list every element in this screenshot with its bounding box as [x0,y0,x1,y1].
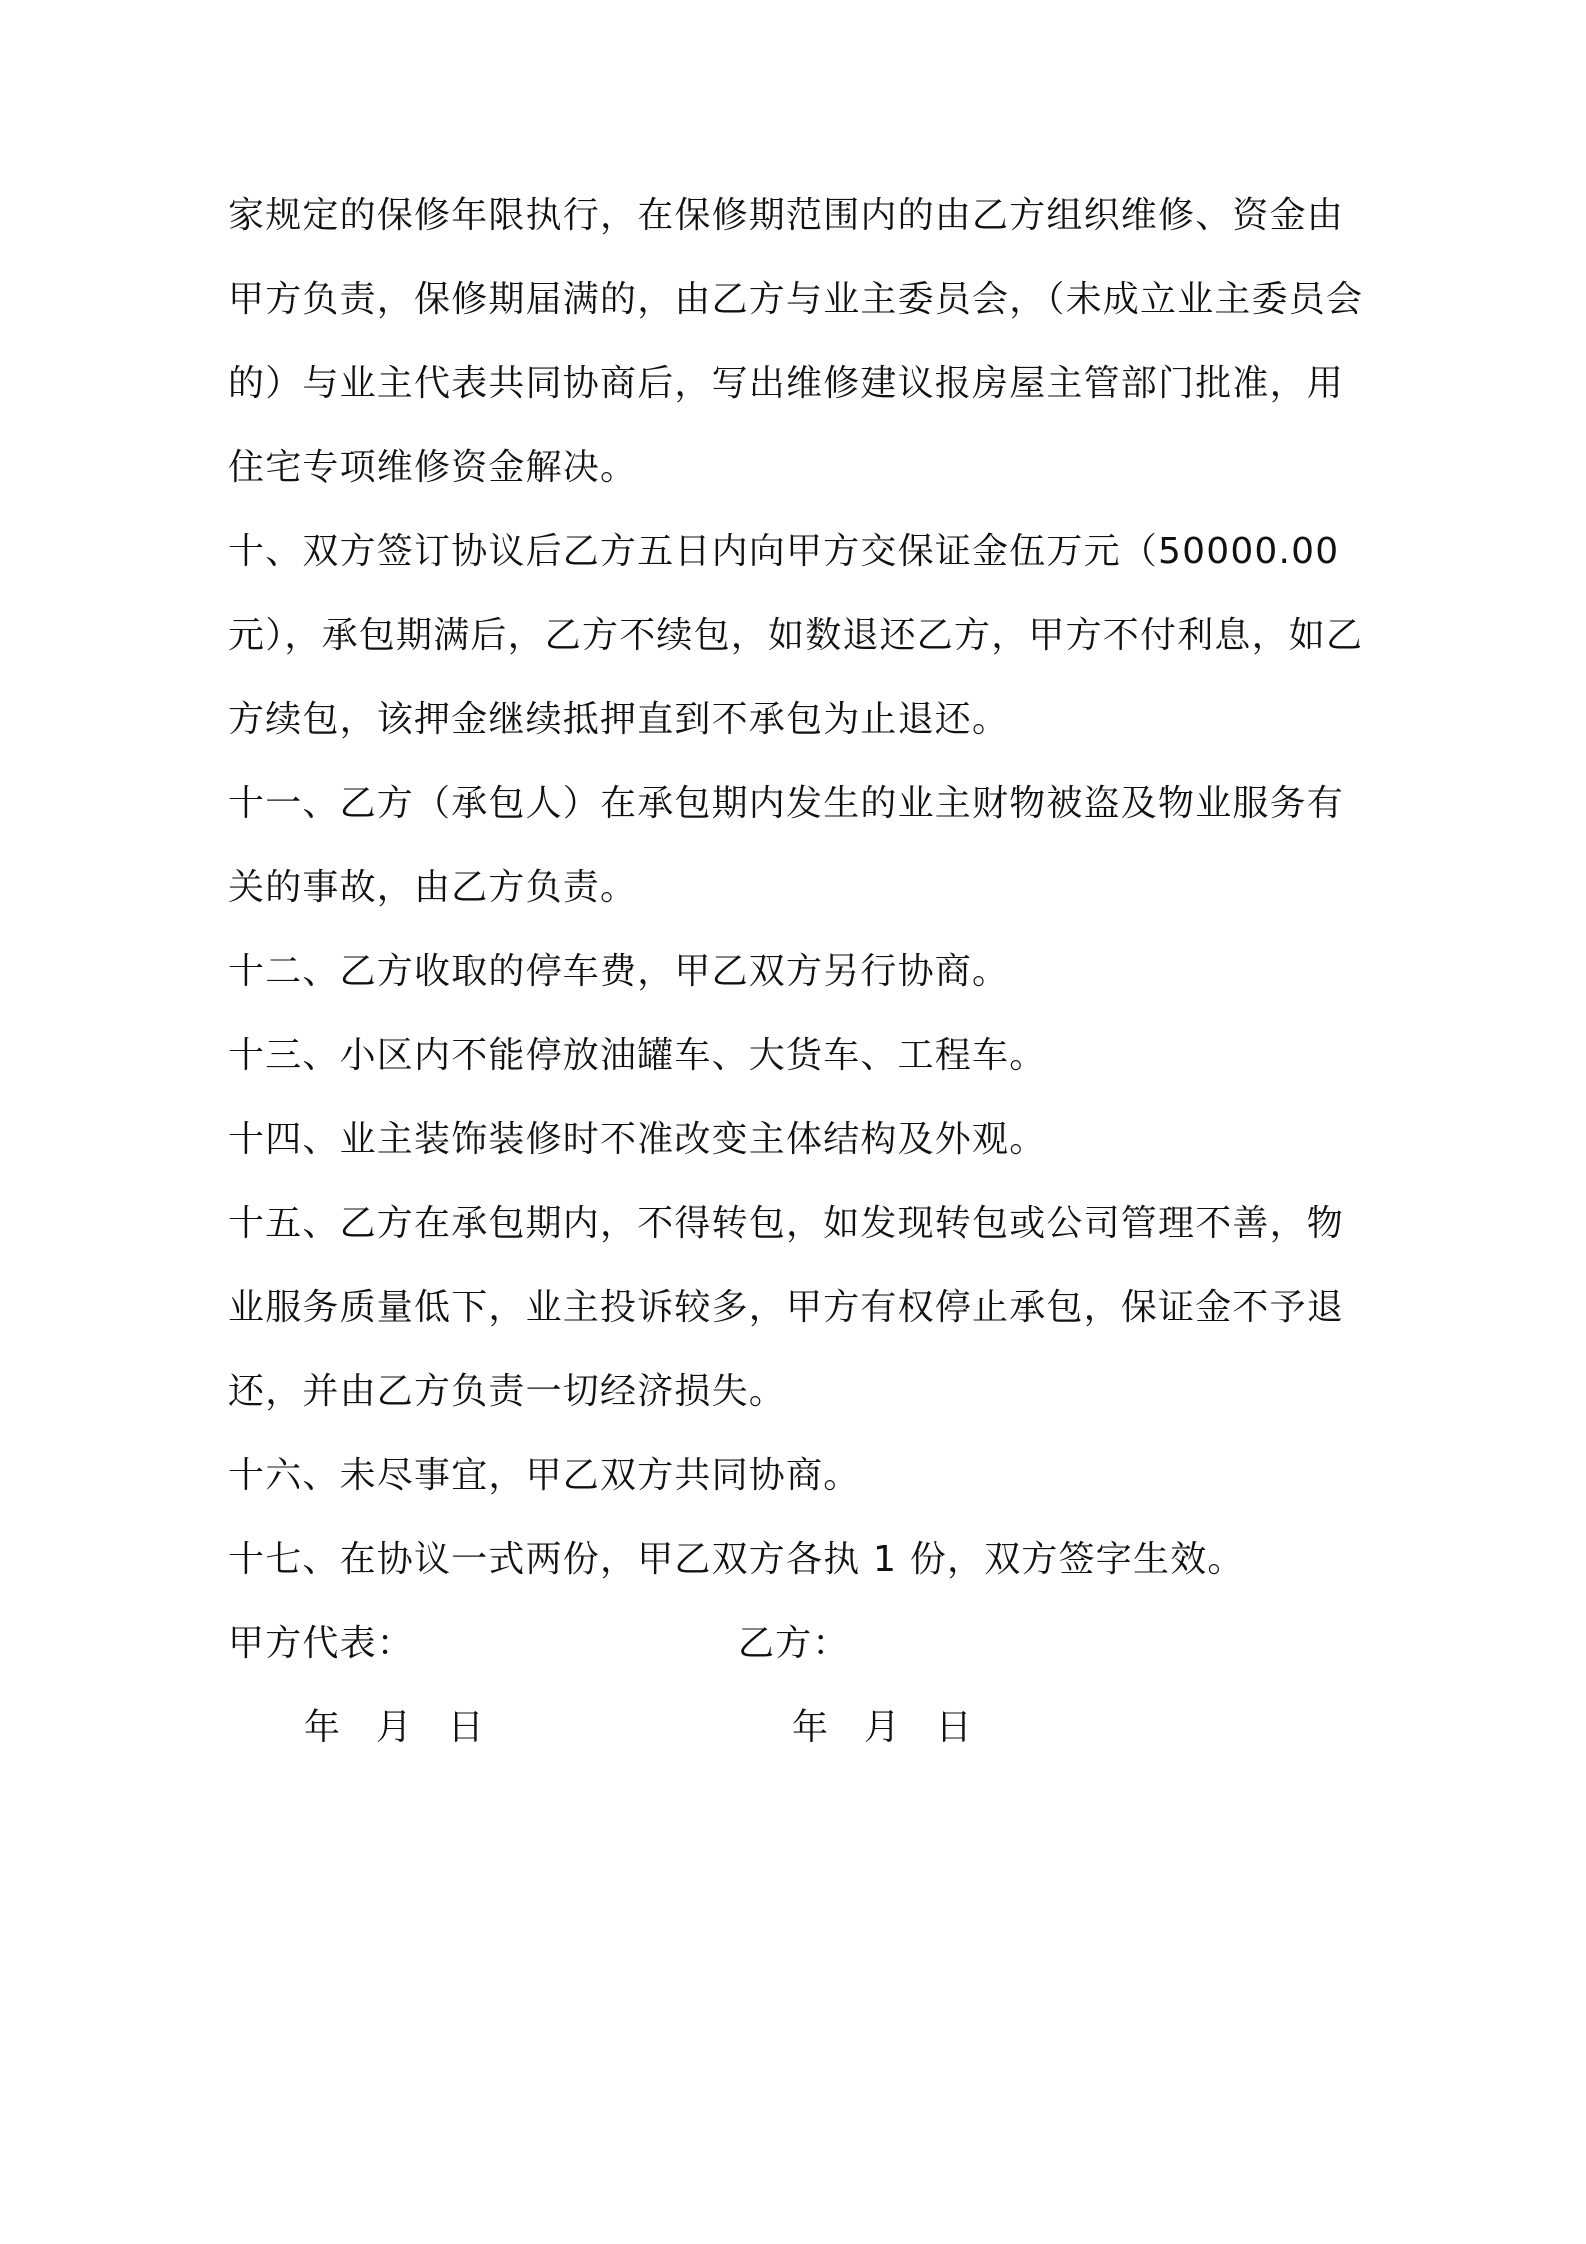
party-a-date [304,1704,507,1752]
text-line: 住宅专项维修资金解决。 [228,447,638,488]
date-month: 月 [375,1707,414,1748]
text-line: 元），承包期满后，乙方不续包，如数退还乙方，甲方不付利息，如乙 [228,615,1364,656]
party-b-date [792,1704,995,1752]
text-line: 的）与业主代表共同协商后，写出维修建议报房屋主管部门批准，用 [228,363,1345,404]
date-day: 日 [447,1707,485,1748]
text-line: 十四、业主装饰装修时不准改变主体结构及外观。 [228,1119,1047,1160]
date-day: 日 [935,1707,973,1748]
text-line: 十二、乙方收取的停车费，甲乙双方另行协商。 [228,951,1010,992]
party-a-label: 甲方代表： [228,1623,415,1664]
date-month: 月 [863,1707,902,1748]
text-line: 十三、小区内不能停放油罐车、大货车、工程车。 [228,1035,1047,1076]
party-b-label: 乙方： [738,1623,850,1664]
text-line: 家规定的保修年限执行，在保修期范围内的由乙方组织维修、资金由 [228,195,1345,236]
text-line: 关的事故，由乙方负责。 [228,867,638,908]
text-line: 十、双方签订协议后乙方五日内向甲方交保证金伍万元（50000.00 [228,531,1340,572]
text-line: 业服务质量低下，业主投诉较多，甲方有权停止承包，保证金不予退 [228,1287,1345,1328]
text-line: 方续包，该押金继续抵押直到不承包为止退还。 [228,699,1010,740]
text-line: 十一、乙方（承包人）在承包期内发生的业主财物被盗及物业服务有 [228,783,1345,824]
text-line: 甲方负责，保修期届满的，由乙方与业主委员会，（未成立业主委员会 [228,279,1364,320]
date-year: 年 [792,1707,830,1748]
text-line: 十七、在协议一式两份，甲乙双方各执 1 份，双方签字生效。 [228,1539,1245,1580]
text-line: 十六、未尽事宜，甲乙双方共同协商。 [228,1455,861,1496]
text-line: 还，并由乙方负责一切经济损失。 [228,1371,787,1412]
date-year: 年 [304,1707,342,1748]
text-line: 十五、乙方在承包期内，不得转包，如发现转包或公司管理不善，物 [228,1203,1345,1244]
